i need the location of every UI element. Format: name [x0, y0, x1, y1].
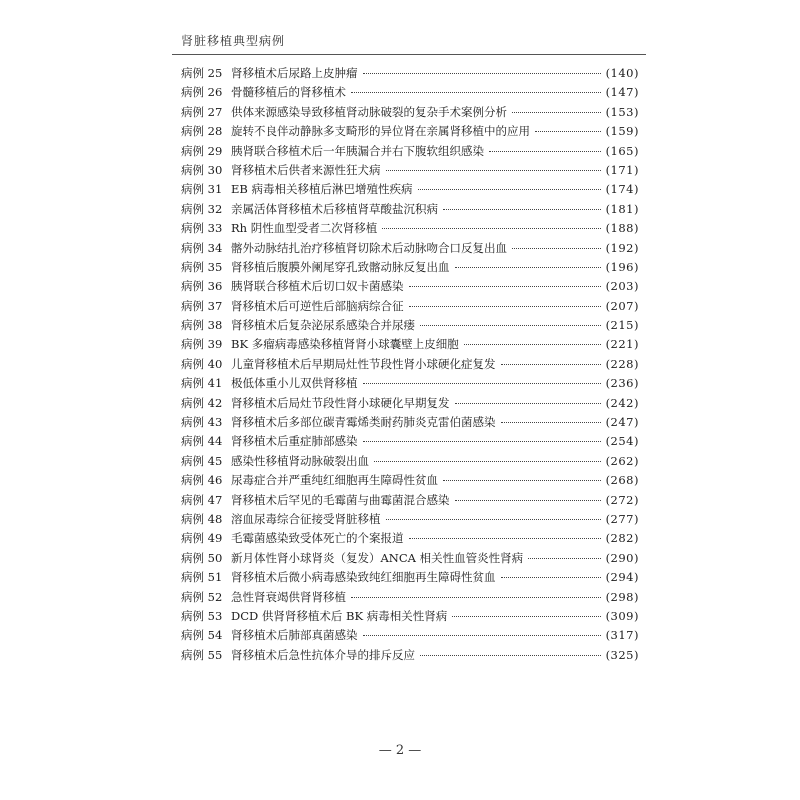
table-of-contents [181, 64, 639, 665]
running-header: 肾脏移植典型病例 [181, 34, 286, 48]
case-title: 肾移植术后供者来源性狂犬病 [231, 162, 381, 177]
page-reference: (325) [605, 647, 639, 662]
case-number: 病例 40 [181, 356, 223, 371]
page-reference: (196) [605, 259, 639, 274]
page-reference: (153) [605, 104, 639, 119]
toc-entry [181, 200, 639, 219]
page-reference: (174) [605, 182, 639, 197]
dot-leader [512, 112, 601, 113]
page-reference: (228) [605, 356, 639, 371]
toc-entry [181, 219, 639, 238]
toc-entry [181, 161, 639, 180]
dot-leader [351, 597, 601, 598]
dot-leader [443, 209, 601, 210]
case-number: 病例 47 [181, 492, 223, 507]
dot-leader [409, 538, 601, 539]
page-reference: (215) [605, 318, 639, 333]
page-reference: (203) [605, 279, 639, 294]
case-number: 病例 34 [181, 240, 223, 255]
toc-entry [181, 394, 639, 413]
case-title: 毛霉菌感染致受体死亡的个案报道 [231, 531, 404, 546]
case-title: 肾移植术后尿路上皮肿瘤 [231, 66, 358, 80]
dot-leader [363, 73, 601, 74]
toc-entry [181, 549, 639, 568]
toc-entry [181, 122, 639, 141]
dot-leader [363, 635, 601, 636]
toc-entry [181, 355, 639, 374]
case-title: 胰肾联合移植术后切口奴卡菌感染 [231, 279, 404, 294]
page-reference: (247) [605, 415, 639, 430]
toc-entry [181, 142, 639, 161]
case-title: DCD 供肾肾移植术后 BK 病毒相关性肾病 [231, 608, 448, 623]
dot-leader [363, 383, 601, 384]
case-title: 供体来源感染导致移植肾动脉破裂的复杂手术案例分析 [231, 104, 507, 119]
page-reference: (236) [605, 376, 639, 391]
case-number: 病例 42 [181, 395, 223, 410]
dot-leader [420, 655, 601, 656]
toc-entry [181, 239, 639, 258]
case-title: 感染性移植肾动脉破裂出血 [231, 453, 369, 468]
case-title: 肾移植术后可逆性后部脑病综合征 [231, 298, 404, 313]
page-reference: (159) [605, 124, 639, 139]
dot-leader [455, 500, 601, 501]
dot-leader [409, 306, 601, 307]
case-number: 病例 38 [181, 318, 223, 333]
case-number: 病例 29 [181, 143, 223, 158]
page-reference: (188) [605, 221, 639, 236]
toc-entry [181, 432, 639, 451]
dot-leader [464, 344, 601, 345]
case-number: 病例 41 [181, 376, 223, 391]
dot-leader [374, 461, 601, 462]
case-title: 肾移植术后局灶节段性肾小球硬化早期复发 [231, 395, 450, 410]
case-number: 病例 44 [181, 434, 223, 449]
case-title: 肾移植术后急性抗体介导的排斥反应 [231, 647, 415, 662]
dot-leader [418, 189, 601, 190]
page-reference: (294) [605, 570, 639, 585]
page-reference: (254) [605, 434, 639, 449]
case-title: BK 多瘤病毒感染移植肾肾小球囊壁上皮细胞 [231, 337, 459, 352]
case-number: 病例 54 [181, 628, 223, 643]
case-number: 病例 25 [181, 66, 223, 80]
dot-leader [528, 558, 600, 559]
case-number: 病例 26 [181, 85, 223, 100]
dot-leader [351, 92, 601, 93]
dot-leader [489, 151, 601, 152]
case-title: 胰肾联合移植术后一年胰漏合并右下腹软组织感染 [231, 143, 484, 158]
toc-entry [181, 64, 639, 83]
case-title: 极低体重小儿双供肾移植 [231, 376, 358, 391]
dot-leader [363, 441, 601, 442]
toc-entry [181, 277, 639, 296]
toc-entry [181, 258, 639, 277]
toc-entry [181, 471, 639, 490]
toc-entry [181, 413, 639, 432]
dot-leader [512, 248, 601, 249]
page-reference: (272) [605, 492, 639, 507]
toc-entry [181, 103, 639, 122]
dot-leader [501, 422, 601, 423]
case-number: 病例 36 [181, 279, 223, 294]
toc-entry [181, 607, 639, 626]
dot-leader [386, 170, 601, 171]
dot-leader [409, 286, 601, 287]
case-title: 肾移植术后多部位碳青霉烯类耐药肺炎克雷伯菌感染 [231, 415, 496, 430]
toc-entry [181, 510, 639, 529]
case-number: 病例 31 [181, 182, 223, 197]
page-reference: (262) [605, 453, 639, 468]
dot-leader [501, 364, 601, 365]
case-number: 病例 51 [181, 570, 223, 585]
page-reference: (147) [605, 85, 639, 100]
case-number: 病例 53 [181, 608, 223, 623]
page-reference: (317) [605, 628, 639, 643]
dot-leader [382, 228, 600, 229]
page-reference: (192) [605, 240, 639, 255]
case-number: 病例 55 [181, 647, 223, 662]
toc-entry [181, 529, 639, 548]
case-title: 儿童肾移植术后早期局灶性节段性肾小球硬化症复发 [231, 356, 496, 371]
dot-leader [443, 480, 601, 481]
page-number: — 2 — [378, 743, 422, 758]
case-number: 病例 49 [181, 531, 223, 546]
case-title: 肾移植术后复杂泌尿系感染合并尿瘘 [231, 318, 415, 333]
case-title: 肾移植后腹膜外阑尾穿孔致髂动脉反复出血 [231, 259, 450, 274]
page-reference: (242) [605, 395, 639, 410]
page-reference: (165) [605, 143, 639, 158]
case-title: 旋转不良伴动静脉多支畸形的异位肾在亲属肾移植中的应用 [231, 124, 530, 139]
case-title: 尿毒症合并严重纯红细胞再生障碍性贫血 [231, 473, 438, 488]
case-number: 病例 50 [181, 550, 223, 565]
case-title: 髂外动脉结扎治疗移植肾切除术后动脉吻合口反复出血 [231, 240, 507, 255]
page-reference: (309) [605, 608, 639, 623]
page-reference: (282) [605, 531, 639, 546]
page-reference: (140) [605, 66, 639, 80]
toc-entry [181, 374, 639, 393]
case-number: 病例 43 [181, 415, 223, 430]
case-title: 肾移植术后重症肺部感染 [231, 434, 358, 449]
case-title: 肾移植术后微小病毒感染致纯红细胞再生障碍性贫血 [231, 570, 496, 585]
dot-leader [501, 577, 601, 578]
page-reference: (181) [605, 201, 639, 216]
toc-entry [181, 316, 639, 335]
case-number: 病例 37 [181, 298, 223, 313]
case-title: 急性肾衰竭供肾肾移植 [231, 589, 346, 604]
toc-entry [181, 626, 639, 645]
toc-entry [181, 452, 639, 471]
case-title: 肾移植术后肺部真菌感染 [231, 628, 358, 643]
toc-entry [181, 83, 639, 102]
dot-leader [535, 131, 601, 132]
toc-entry [181, 335, 639, 354]
case-title: 肾移植术后罕见的毛霉菌与曲霉菌混合感染 [231, 492, 450, 507]
toc-entry [181, 568, 639, 587]
page-reference: (290) [605, 550, 639, 565]
case-number: 病例 30 [181, 162, 223, 177]
case-number: 病例 48 [181, 511, 223, 526]
dot-leader [455, 403, 601, 404]
page-reference: (221) [605, 337, 639, 352]
page-reference: (268) [605, 473, 639, 488]
case-title: 溶血尿毒综合征接受肾脏移植 [231, 511, 381, 526]
case-number: 病例 39 [181, 337, 223, 352]
toc-entry [181, 297, 639, 316]
header-rule [172, 54, 646, 55]
toc-entry [181, 588, 639, 607]
page-reference: (277) [605, 511, 639, 526]
toc-entry [181, 646, 639, 665]
page-reference: (298) [605, 589, 639, 604]
case-title: 亲属活体肾移植术后移植肾草酸盐沉积病 [231, 201, 438, 216]
case-number: 病例 52 [181, 589, 223, 604]
case-title: Rh 阴性血型受者二次肾移植 [231, 221, 378, 236]
dot-leader [455, 267, 601, 268]
dot-leader [420, 325, 601, 326]
case-number: 病例 28 [181, 124, 223, 139]
case-number: 病例 33 [181, 221, 223, 236]
case-number: 病例 35 [181, 259, 223, 274]
case-title: EB 病毒相关移植后淋巴增殖性疾病 [231, 182, 413, 197]
case-number: 病例 32 [181, 201, 223, 216]
case-number: 病例 45 [181, 453, 223, 468]
case-title: 骨髓移植后的肾移植术 [231, 85, 346, 100]
case-number: 病例 46 [181, 473, 223, 488]
page-reference: (207) [605, 298, 639, 313]
toc-entry [181, 180, 639, 199]
page-reference: (171) [605, 162, 639, 177]
dot-leader [386, 519, 601, 520]
dot-leader [452, 616, 600, 617]
case-title: 新月体性肾小球肾炎（复发）ANCA 相关性血管炎性肾病 [231, 550, 524, 565]
case-number: 病例 27 [181, 104, 223, 119]
toc-entry [181, 491, 639, 510]
